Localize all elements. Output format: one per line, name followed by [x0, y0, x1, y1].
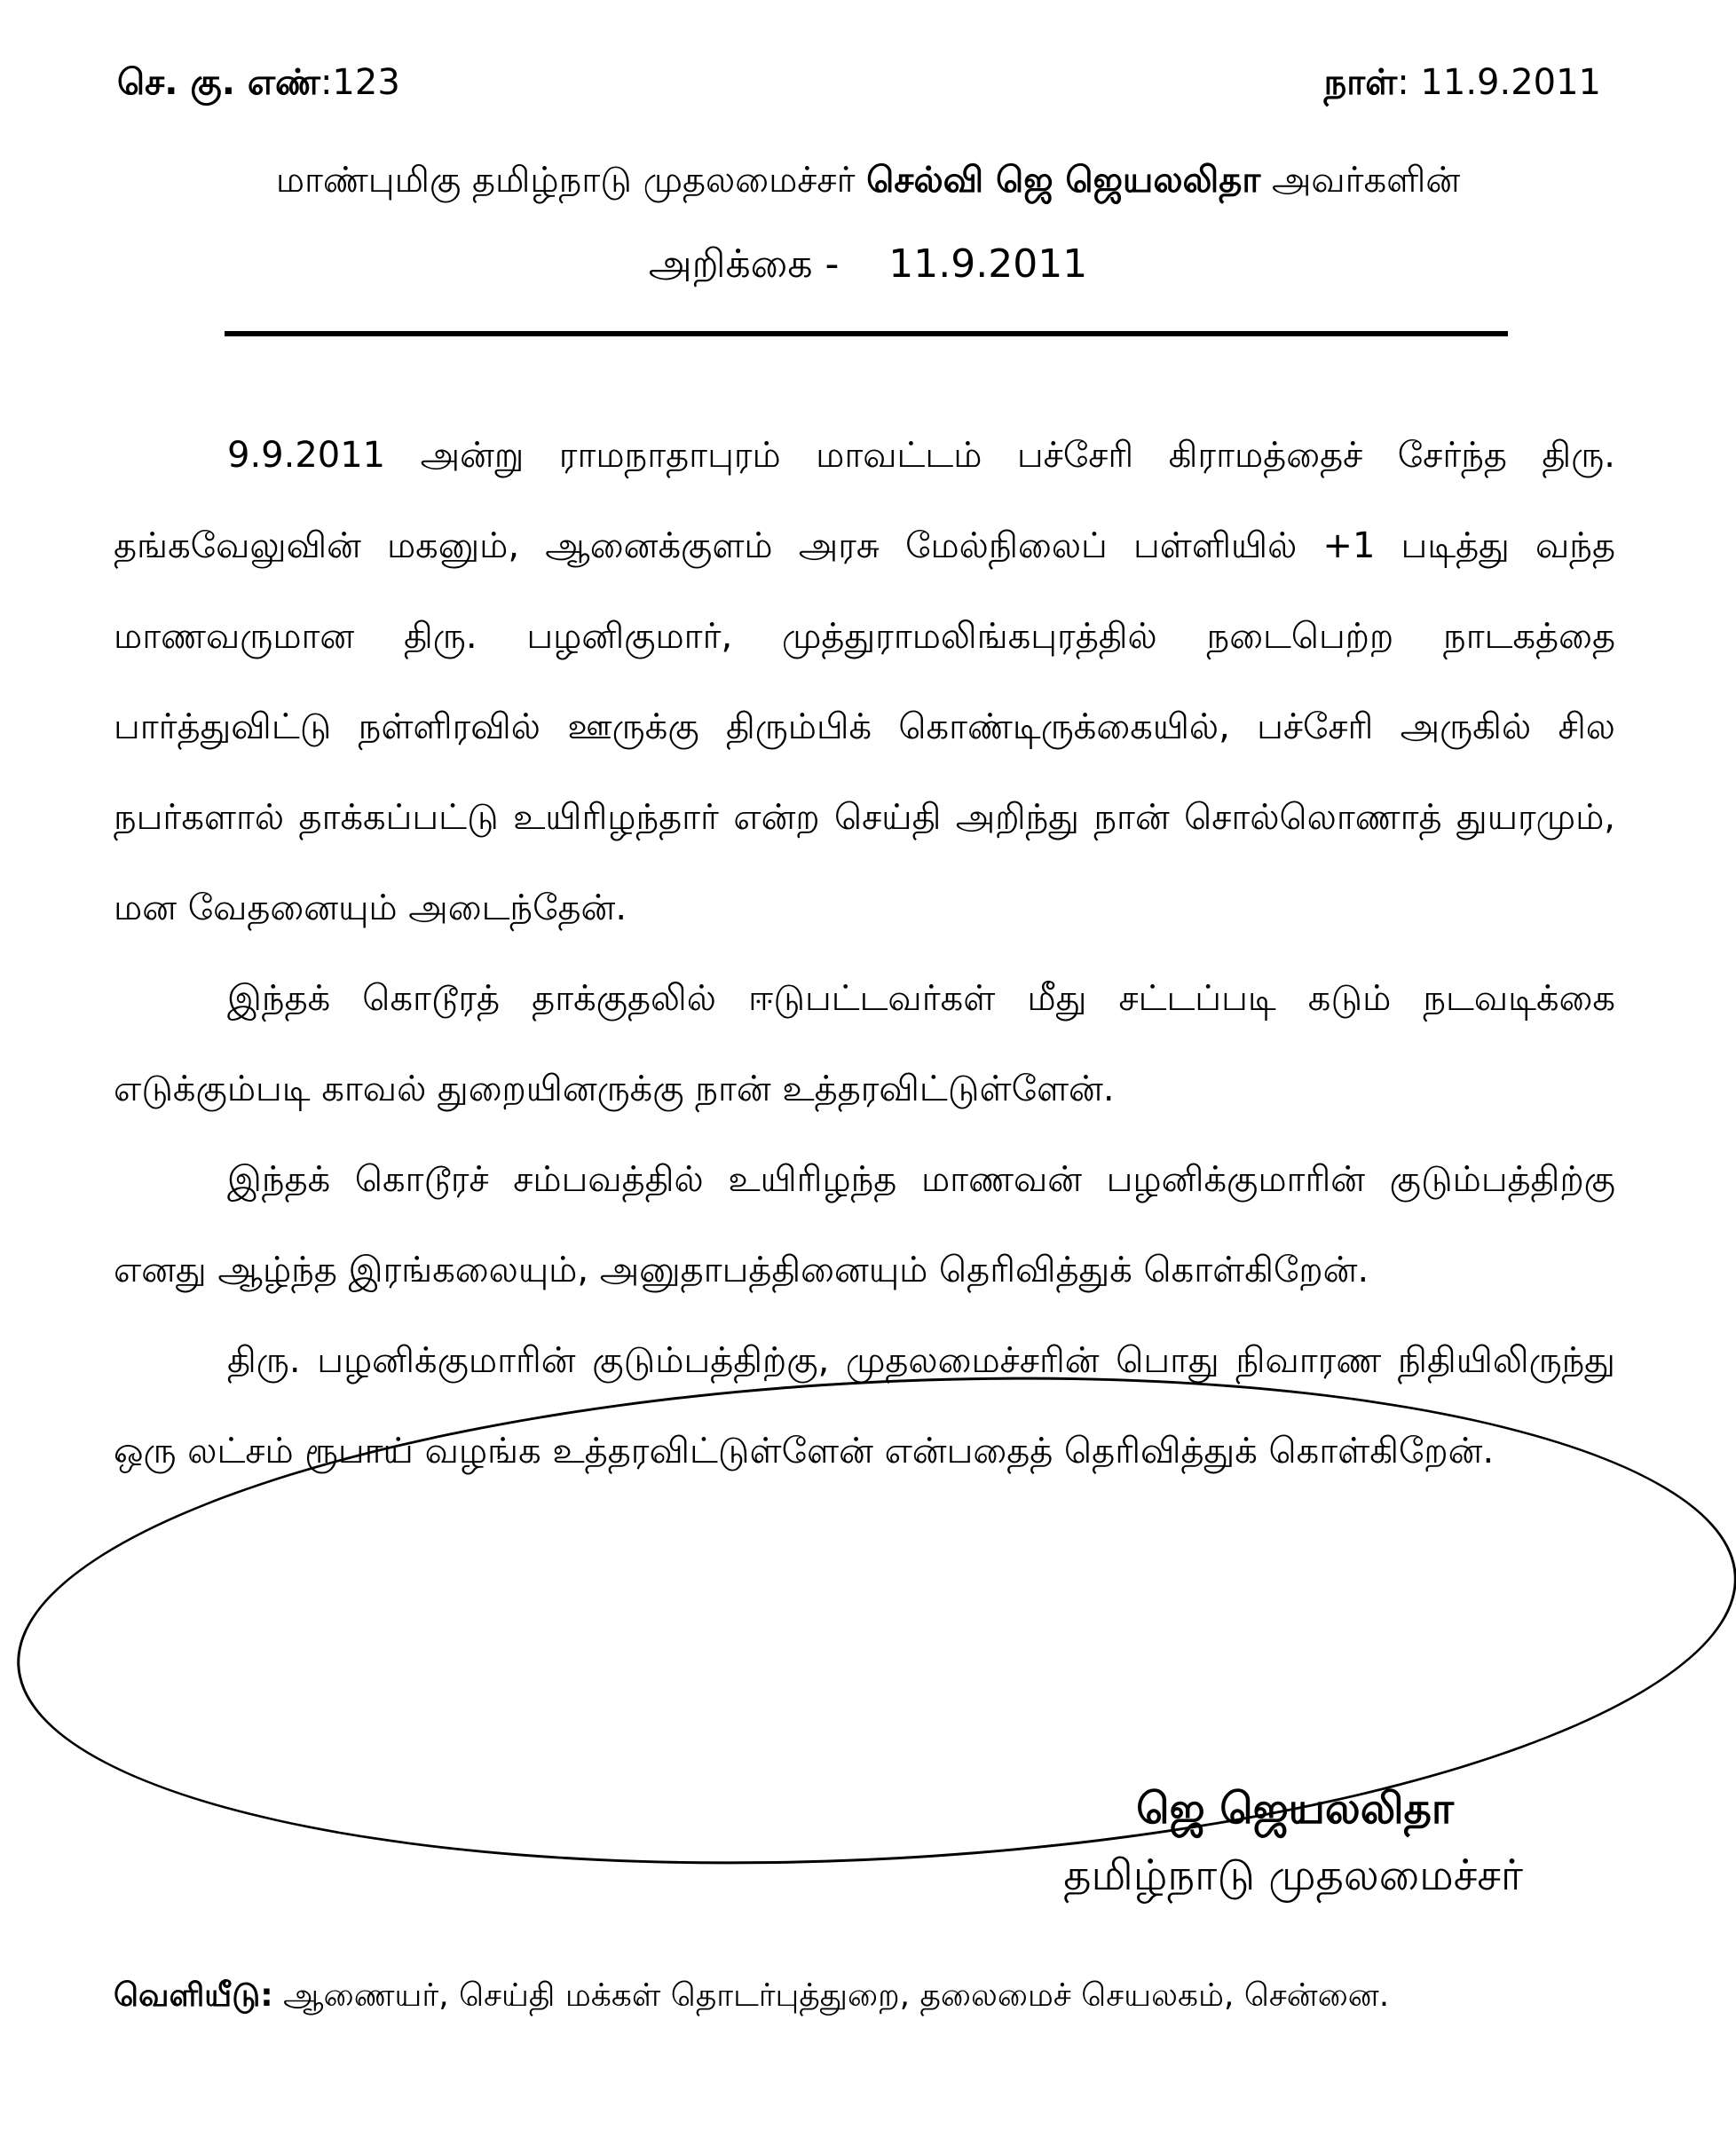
- date-label: நாள்: [1323, 62, 1398, 103]
- statement-title: [0, 160, 1736, 205]
- date-value: : 11.9.2011: [1397, 62, 1601, 103]
- footer-text: ஆணையர், செய்தி மக்கள் தொடர்புத்துறை, தலைமைச் செயலகம், சென்னை.: [283, 1977, 1390, 2014]
- paragraph-1: 9.9.2011 அன்று ராமநாதாபுரம் மாவட்டம் பச்சேரி கிராமத்தைச் சேர்ந்த திரு. தங்கவேலுவின் மகனும், ஆனைக்குளம் அரசு மேல்நிலைப் பள்ளியில் +1 படித்து வந்த மாணவருமான திரு. பழனிகுமார், முத்துராமலிங்கபுரத்தில் நடைபெற்ற நாடகத்தை பார்த்துவிட்டு நள்ளிரவில் ஊருக்கு திரும்பிக் கொண்டிருக்கையில், பச்சேரி அருகில் சில நபர்களால் தாக்கப்பட்டு உயிரிழந்தார் என்ற செய்தி அறிந்து நான் சொல்லொணாத் துயரமும், மன வேதனையும் அடைந்தேன்.: [114, 435, 1615, 928]
- signatory-name: ஜெ ஜெயலலிதா: [1136, 1784, 1454, 1834]
- footer-label: வெளியீடு:: [114, 1977, 273, 2014]
- paragraph-3: இந்தக் கொடூரச் சம்பவத்தில் உயிரிழந்த மாணவன் பழனிக்குமாரின் குடும்பத்திற்கு எனது ஆழ்ந்த இரங்கலையும், அனுதாபத்தினையும் தெரிவித்துக் கொள்கிறேன்.: [114, 1159, 1615, 1290]
- title-suffix: அவர்களின்: [1271, 160, 1461, 201]
- paragraph-2: இந்தக் கொடூரத் தாக்குதலில் ஈடுபட்டவர்கள் மீது சட்டப்படி கடும் நடவடிக்கை எடுக்கும்படி காவல் துறையினருக்கு நான் உத்தரவிட்டுள்ளேன்.: [114, 978, 1615, 1109]
- header-divider: [225, 331, 1508, 336]
- statement-body: [114, 410, 1615, 1496]
- paragraph-4: திரு. பழனிக்குமாரின் குடும்பத்திற்கு, முதலமைச்சரின் பொது நிவாரண நிதியிலிருந்து ஒரு லட்சம் ரூபாய் வழங்க உத்தரவிட்டுள்ளேன் என்பதைத் தெரிவித்துக் கொள்கிறேன்.: [114, 1340, 1615, 1471]
- title-name: செல்வி ஜெ ஜெயலலிதா: [866, 160, 1261, 201]
- title-prefix: மாண்புமிகு தமிழ்நாடு முதலமைச்சர்: [275, 160, 856, 201]
- signatory-title: தமிழ்நாடு முதலமைச்சர்: [1063, 1850, 1523, 1900]
- reference-value: :123: [320, 62, 400, 103]
- statement-subtitle: அறிக்கை - 11.9.2011: [648, 241, 1088, 287]
- reference-label: செ. கு. எண்: [117, 62, 320, 103]
- release-footer: [114, 1977, 1389, 2018]
- reference-number: [117, 62, 400, 107]
- document-date: [1324, 62, 1601, 107]
